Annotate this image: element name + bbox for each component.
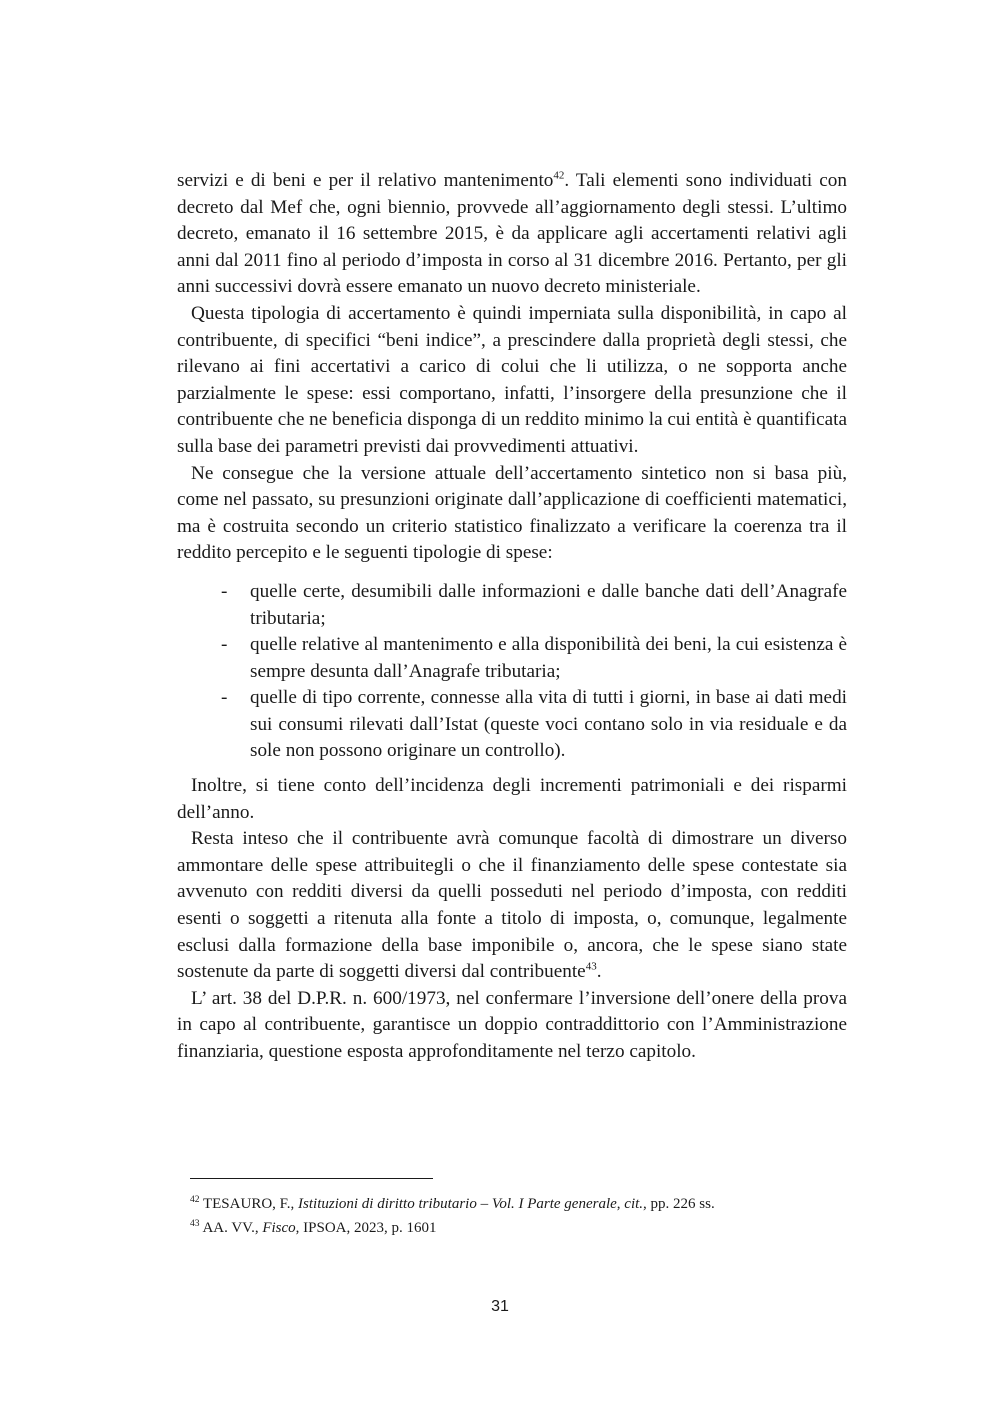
paragraph-6: L’ art. 38 del D.P.R. n. 600/1973, nel confermare l’inversione dell’onere della prova in capo al contribuente, garantisce un doppio contraddittorio con l’Amministrazione finanziaria, questione esposta approfonditamente nel terzo capitolo. [177,987,847,1062]
list-item-text: quelle certe, desumibili dalle informazioni e dalle banche dati dell’Anagrafe tributaria; [250,580,847,629]
footnote-ref-42[interactable]: 42 [553,169,565,182]
footnote-42 [190,1192,850,1216]
footnote-43 [190,1216,850,1240]
footnote-publisher: , IPSOA, 2023, p. 1601 [295,1220,437,1236]
list-item-text: quelle relative al mantenimento e alla disponibilità dei beni, la cui esistenza è sempre desunta dall’Anagrafe tributaria; [250,634,847,682]
expense-types-list [177,579,847,765]
paragraph-2: Questa tipologia di accertamento è quindi imperniata sulla disponibilità, in capo al contribuente, di specifici “beni indice”, a prescindere dalla proprietà degli stessi, che rilevano ai fini accertativi a carico di colui che li utilizza, o ne sopporta anche parzialmente le spese: essi comportano, infatti, l’insorgere della presunzione che il contribuente che ne beneficia disponga di un reddito minimo la cui entità è quantificata sulla base dei parametri previsti dai provvedimenti attuativi. [177,302,847,457]
footnote-number: 43 [190,1219,200,1229]
paragraph-3: Ne consegue che la versione attuale dell’accertamento sintetico non si basa più, come nel passato, su presunzioni originate dall’applicazione di coefficienti matematici, ma è costruita secondo un criterio statistico finalizzato a verificare la coerenza tra il reddito percepito e le seguenti tipologie di spese: [177,462,847,564]
footnote-ref-43[interactable]: 43 [585,960,597,973]
footnote-author: AA. VV., [202,1220,263,1236]
paragraph-5-text-b: . [596,961,602,983]
list-dash: - [221,687,228,709]
paragraph-5 [177,826,847,986]
footnote-separator-text: , [616,1196,625,1212]
paragraph-5-text-a: Resta inteso che il contribuente avrà comunque facoltà di dimostrare un diverso ammontare delle spese attribuitegli o che il finanziamento delle spese contestate sia avvenuto con redditi diversi da quelli posseduti nel periodo d’imposta, con redditi esenti o soggetti a ritenuta alla fonte a titolo di imposta, o, comunque, legalmente esclusi dalla formazione della base imponibile o, ancora, che le spese siano state sostenute da parte di soggetti diversi dal contribuente [177,828,847,983]
list-item [177,632,847,685]
footnote-author: TESAURO, F., [202,1196,299,1212]
footnote-title: Fisco [262,1220,296,1236]
page-number: 31 [491,1298,509,1315]
list-dash: - [221,580,228,602]
footnote-separator [190,1178,433,1179]
footnote-cit: cit. [624,1196,644,1212]
list-dash: - [221,634,228,656]
paragraph-1 [177,168,847,301]
list-item-text: quelle di tipo corrente, connesse alla vita di tutti i giorni, in base ai dati medi sui consumi rilevati dall’Istat (queste voci contano solo in via residuale e da sole non possono originare un controllo). [250,687,847,762]
footnote-pages: , pp. 226 ss. [643,1196,715,1212]
paragraph-4: Inoltre, si tiene conto dell’incidenza degli incrementi patrimoniali e dei risparmi dell’anno. [177,775,847,823]
footnotes [190,1192,850,1240]
footnote-number: 42 [190,1195,200,1205]
list-item [177,579,847,632]
list-item [177,685,847,765]
paragraph-1-text-a: servizi e di beni e per il relativo mantenimento [177,170,554,191]
footnote-title: Istituzioni di diritto tributario – Vol. I Parte generale [298,1196,617,1212]
paragraph-1-text-b: . Tali elementi sono individuati con decreto dal Mef che, ogni biennio, provvede all’aggiornamento degli stessi. L’ultimo decreto, emanato il 16 settembre 2015, è da applicare agli accertamenti relativi agli anni dal 2011 fino al periodo d’imposta in corso al 31 dicembre 2016. Pertanto, per gli anni successivi dovrà essere emanato un nuovo decreto ministeriale. [177,170,847,298]
page-body [177,168,847,1066]
